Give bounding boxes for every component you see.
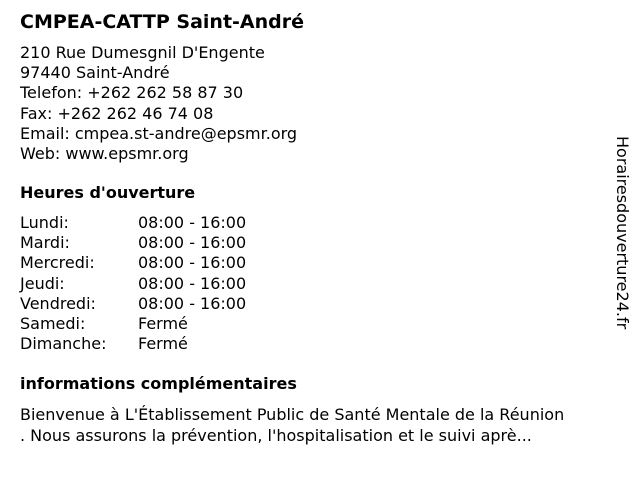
fax-number: Fax: +262 262 46 74 08 <box>20 103 214 123</box>
info-text-line: Bienvenue à L'Établissement Public de Santé Mentale de la Réunion <box>20 405 565 424</box>
day-label: Vendredi: <box>20 293 96 313</box>
info-text-line: . Nous assurons la prévention, l'hospitalisation et le suivi aprè... <box>20 426 532 445</box>
day-label: Mercredi: <box>20 253 95 273</box>
opening-hours-table <box>20 213 246 354</box>
day-label: Jeudi: <box>20 273 65 293</box>
hours-row-monday <box>20 213 246 233</box>
hours-row-sunday <box>20 334 246 354</box>
hours-row-thursday <box>20 274 246 294</box>
day-label: Lundi: <box>20 213 69 232</box>
phone-number: Telefon: +262 262 58 87 30 <box>20 83 244 103</box>
time-value: Fermé <box>138 334 188 354</box>
hours-row-wednesday <box>20 253 246 273</box>
hours-row-tuesday <box>20 233 246 253</box>
time-value: 08:00 - 16:00 <box>138 213 247 232</box>
site-watermark: Horairesdouverture24.fr <box>613 136 632 330</box>
contact-block <box>20 43 297 164</box>
email-link[interactable]: Email: cmpea.st-andre@epsmr.org <box>20 123 298 143</box>
address-street: 210 Rue Dumesgnil D'Engente <box>20 43 265 62</box>
website-link[interactable]: Web: www.epsmr.org <box>20 144 189 164</box>
time-value: Fermé <box>138 314 188 334</box>
additional-info-text <box>20 404 620 446</box>
time-value: 08:00 - 16:00 <box>138 233 247 253</box>
opening-hours-heading: Heures d'ouverture <box>20 183 196 202</box>
day-label: Mardi: <box>20 233 70 253</box>
time-value: 08:00 - 16:00 <box>138 273 247 293</box>
day-label: Dimanche: <box>20 334 107 354</box>
hours-row-friday <box>20 294 246 314</box>
additional-info-heading: informations complémentaires <box>20 374 297 393</box>
hours-row-saturday <box>20 314 246 334</box>
page-title: CMPEA-CATTP Saint-André <box>20 11 305 33</box>
time-value: 08:00 - 16:00 <box>138 293 247 313</box>
day-label: Samedi: <box>20 314 86 334</box>
address-city: 97440 Saint-André <box>20 63 170 83</box>
time-value: 08:00 - 16:00 <box>138 253 247 273</box>
